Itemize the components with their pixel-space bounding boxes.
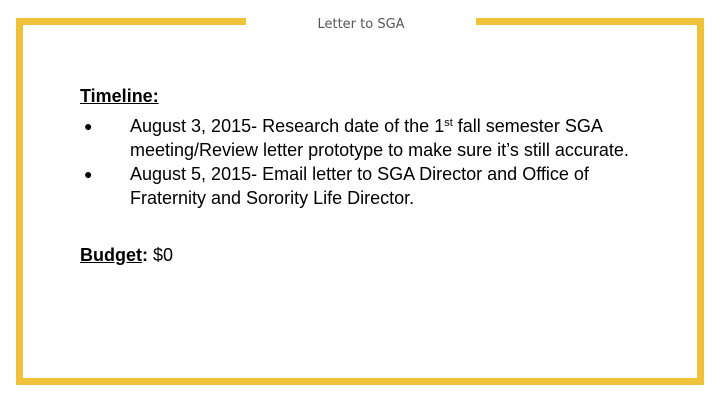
budget-label: Budget — [80, 245, 142, 265]
budget-value: $0 — [148, 245, 174, 265]
timeline-item — [80, 114, 640, 162]
bullet-icon: ● — [84, 118, 93, 134]
timeline-list — [80, 114, 640, 210]
timeline-heading: Timeline: — [80, 86, 159, 106]
timeline-item-text: August 5, 2015- Email letter to SGA Director and Office of Fraternity and Sorority Life Director. — [130, 164, 589, 208]
timeline-item-date: August 3, 2015- Research date of the 1 — [130, 116, 445, 136]
budget-line — [80, 243, 640, 267]
timeline-item — [80, 162, 640, 210]
timeline-item-text: fall semester SGA meeting/Review letter prototype to make sure it’s still accurate. — [130, 116, 629, 160]
budget-colon: : — [142, 245, 148, 265]
slide-content — [80, 84, 640, 267]
slide-title: Letter to SGA — [317, 17, 405, 32]
bullet-icon: ● — [84, 166, 93, 182]
ordinal-suffix: st — [444, 117, 453, 129]
